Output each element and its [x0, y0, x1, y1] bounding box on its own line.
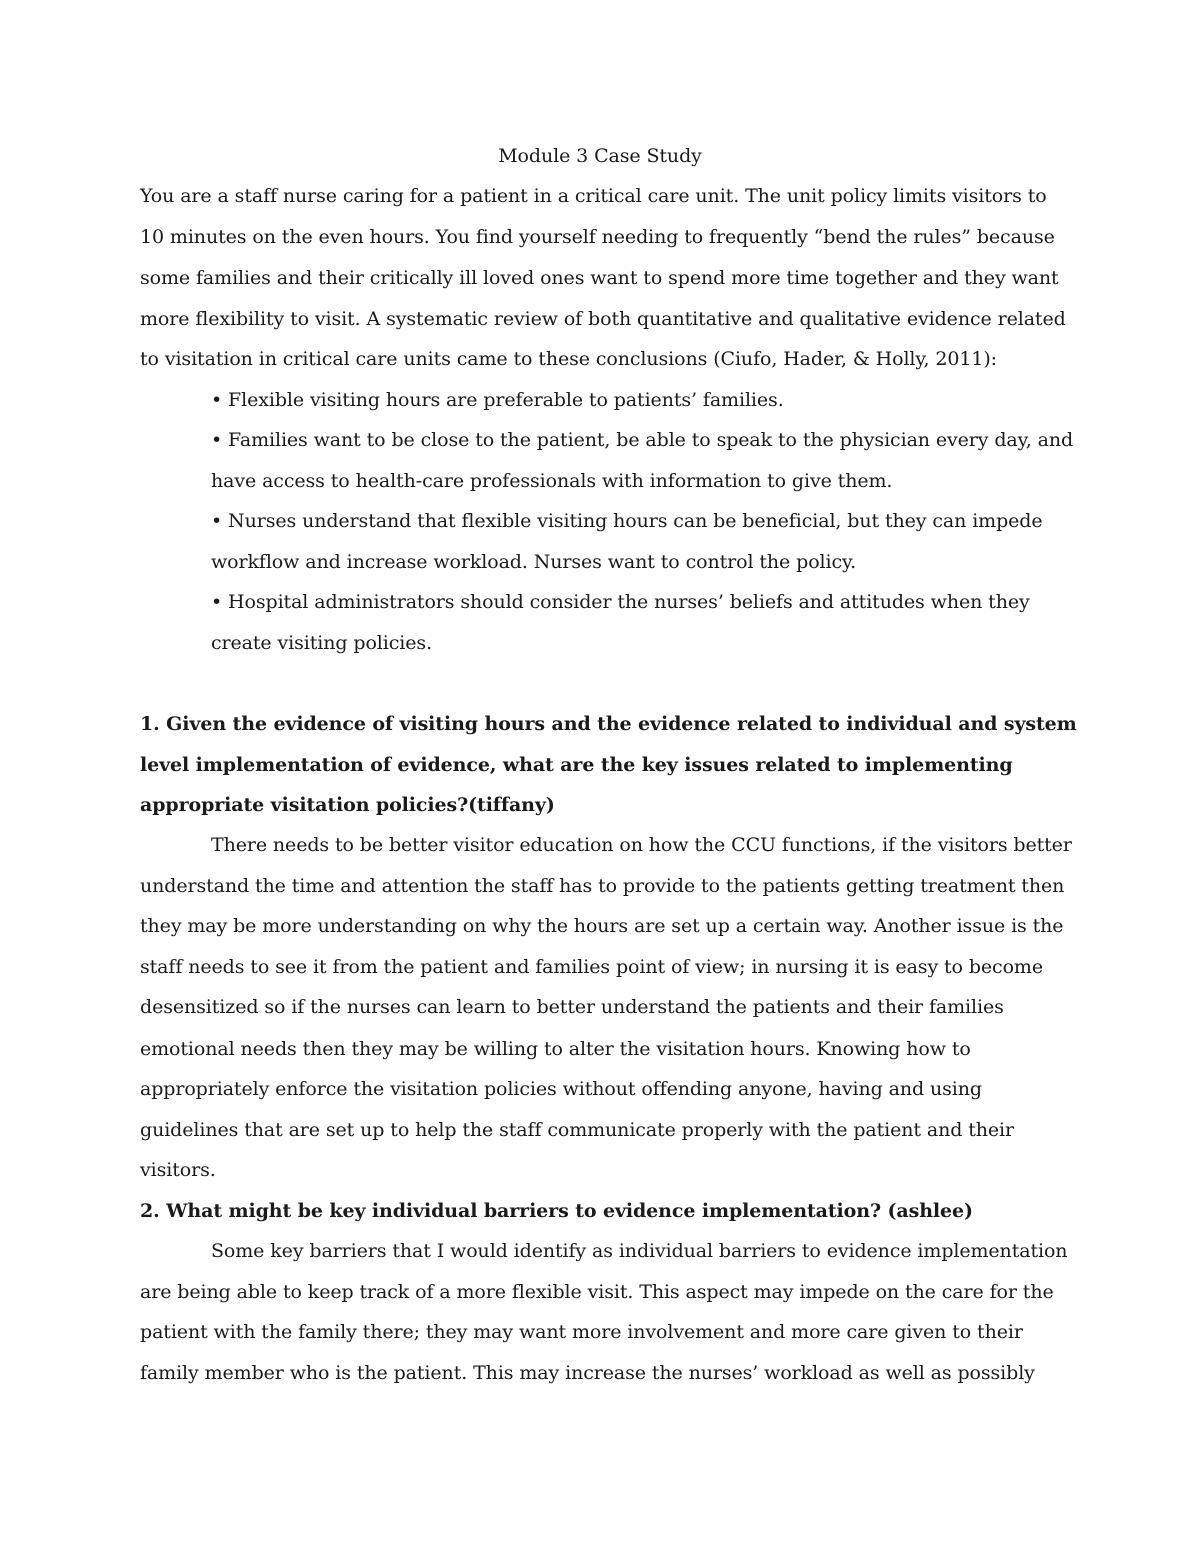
bullet-line: workflow and increase workload. Nurses want to control the policy. [211, 551, 857, 573]
intro-line: 10 minutes on the even hours. You find yourself needing to frequently “bend the rules” because [140, 226, 1055, 248]
answer-1-line: emotional needs then they may be willing to alter the visitation hours. Knowing how to [140, 1038, 971, 1060]
intro-line: more flexibility to visit. A systematic review of both quantitative and qualitative evidence related [140, 308, 1066, 330]
question-2-line: 2. What might be key individual barriers to evidence implementation? (ashlee) [140, 1200, 973, 1222]
answer-2-line: are being able to keep track of a more flexible visit. This aspect may impede on the care for the [140, 1281, 1054, 1303]
intro-line: some families and their critically ill loved ones want to spend more time together and they want [140, 267, 1059, 289]
intro-line: to visitation in critical care units came to these conclusions (Ciufo, Hader, & Holly, 2011): [140, 348, 997, 370]
answer-1-line: staff needs to see it from the patient and families point of view; in nursing it is easy to become [140, 956, 1043, 978]
bullet-line: • Flexible visiting hours are preferable to patients’ families. [211, 389, 784, 411]
bullet-line: have access to health-care professionals with information to give them. [211, 470, 893, 492]
question-1-line: appropriate visitation policies?(tiffany) [140, 794, 555, 816]
answer-2-line: Some key barriers that I would identify as individual barriers to evidence implementation [211, 1240, 1068, 1262]
bullet-line: • Nurses understand that flexible visiting hours can be beneficial, but they can impede [211, 510, 1043, 532]
bullet-line: • Hospital administrators should consider the nurses’ beliefs and attitudes when they [211, 591, 1030, 613]
bullet-line: create visiting policies. [211, 632, 433, 654]
answer-1-line: they may be more understanding on why the hours are set up a certain way. Another issue is the [140, 915, 1064, 937]
page-title: Module 3 Case Study [498, 145, 702, 167]
answer-1-line: desensitized so if the nurses can learn to better understand the patients and their families [140, 996, 1004, 1018]
answer-1-line: visitors. [140, 1159, 216, 1181]
question-1-line: level implementation of evidence, what are the key issues related to implementing [140, 754, 1013, 776]
answer-1-line: There needs to be better visitor education on how the CCU functions, if the visitors better [211, 834, 1072, 856]
intro-line: You are a staff nurse caring for a patient in a critical care unit. The unit policy limits visitors to [140, 185, 1047, 207]
answer-1-line: understand the time and attention the staff has to provide to the patients getting treatment then [140, 875, 1065, 897]
question-1-line: 1. Given the evidence of visiting hours and the evidence related to individual and system [140, 713, 1077, 735]
answer-1-line: guidelines that are set up to help the staff communicate properly with the patient and their [140, 1119, 1015, 1141]
bullet-line: • Families want to be close to the patient, be able to speak to the physician every day, and [211, 429, 1074, 451]
answer-1-line: appropriately enforce the visitation policies without offending anyone, having and using [140, 1078, 982, 1100]
answer-2-line: patient with the family there; they may want more involvement and more care given to their [140, 1321, 1023, 1343]
answer-2-line: family member who is the patient. This may increase the nurses’ workload as well as possibly [140, 1362, 1035, 1384]
